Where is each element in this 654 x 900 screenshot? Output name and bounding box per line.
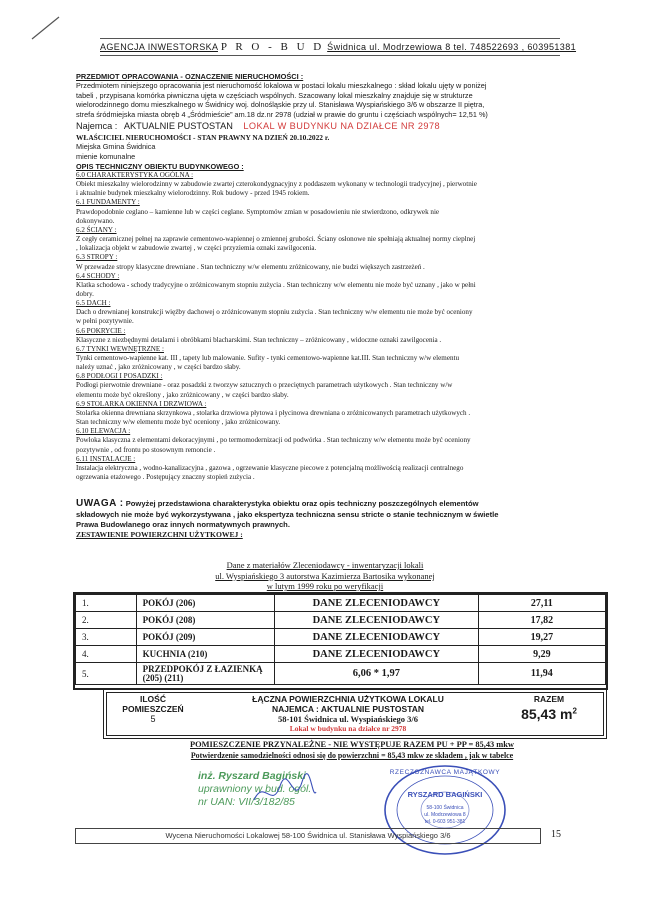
section-text: pozytywnie , od frontu po stosownym remoncie . <box>76 445 216 454</box>
stamp-detail: 58-100 Świdnica <box>426 805 464 811</box>
section-text: w pełni pozytywnie. <box>76 317 134 326</box>
room-number: 4. <box>76 646 137 663</box>
section-text: dokonywano. <box>76 216 115 225</box>
tenant-row <box>76 121 576 132</box>
intro-heading: PRZEDMIOT OPRACOWANIA - OZNACZENIE NIERUCHOMOŚCI : <box>76 72 304 81</box>
section-text: Klasyczne z niezbędnymi detalami i obróbkami blacharskimi. Stan techniczny – zróżnicowany , widoczne oznaki zawilgocenia . <box>76 335 442 344</box>
page-number: 15 <box>551 829 561 840</box>
room-number: 2. <box>76 612 137 629</box>
page-footer: Wycena Nieruchomości Lokalowej 58-100 Świdnica ul. Stanisława Wyspiańskiego 3/6 <box>75 828 541 844</box>
table-caption <box>170 560 480 592</box>
section-heading: 6.2 ŚCIANY : <box>76 225 117 234</box>
section-text: Z cegły ceramicznej pełnej na zaprawie cementowo-wapiennej o zmiennej grubości. Ściany osłonowe nie spełniają aktualnej normy cieplnej <box>76 235 476 244</box>
room-name: KUCHNIA (210) <box>136 646 274 663</box>
stamp-title: RZECZOZNAWCA MAJĄTKOWY <box>389 769 501 776</box>
total-unit: m <box>560 706 573 722</box>
area-heading: ZESTAWIENIE POWIERZCHNI UŻYTKOWEJ : <box>76 530 243 539</box>
section-text: ogrzewania etażowego . Postępujący znaczny stopień zużycia . <box>76 472 255 481</box>
total-number: 85,43 <box>521 706 557 722</box>
room-area: 27,11 <box>478 595 605 612</box>
room-count-label: POMIESZCZEŃ <box>122 704 184 714</box>
agency-address: Świdnica ul. Modrzewiowa 8 tel. 748522693 , 603951381 <box>327 42 577 52</box>
agency-name: AGENCJA INWESTORSKA <box>100 42 218 52</box>
section-heading: 6.9 STOLARKA OKIENNA I DRZWIOWA : <box>76 399 207 408</box>
section-heading: 6.10 ELEWACJA : <box>76 427 131 436</box>
room-count-value: 5 <box>150 714 156 724</box>
section-heading: 6.8 PODŁOGI I POSADZKI : <box>76 372 163 381</box>
note-line-1: POMIESZCZENIE PRZYNALEŻNE - NIE WYSTĘPUJE RAZEM PU + PP = 85,43 mkw <box>190 740 514 749</box>
caption-line: Dane z materiałów Zleceniodawcy - inwentaryzacji lokali <box>226 560 424 570</box>
room-source: DANE ZLECENIODAWCY <box>274 595 478 612</box>
section-heading: 6.1 FUNDAMENTY : <box>76 198 140 207</box>
note-line-2: Potwierdzenie samodzielności odnosi się do powierzchni = 85,43 mkw ze składem , jak w tabelce <box>190 751 514 760</box>
intro-line: tabeli , przypisana komórka piwniczna ujęta w częściach wspólnych. Szacowany lokal mieszkalny znajduje się w strukturze <box>76 90 473 100</box>
signature-line: uprawniony w bud. ogól. <box>198 783 312 795</box>
section-text: Prawdopodobnie ceglano – kamienne lub w części ceglane. Symptomów zmian w posadowieniu nie stwierdzono, odkrywek nie <box>76 207 440 216</box>
handwritten-signature <box>250 770 320 818</box>
room-number: 3. <box>76 629 137 646</box>
stamp-detail: tel. 0-603 951-381 <box>424 819 466 825</box>
section-text: W przewadze stropy klasyczne drewniane . Stan techniczny w/w elementu zróżnicowany, nie budzi większych zastrzeżeń . <box>76 262 425 271</box>
section-text: dobry. <box>76 289 94 298</box>
section-text: Powłoka klasyczna z elementami dekoracyjnymi , po termomodernizacji od podwórka . Stan techniczny w/w elementu może być oceniony <box>76 436 471 445</box>
warning-line: Prawa Budowlanego oraz innych normatywnych prawnych. <box>76 520 290 529</box>
section-text: Tynki cementowo-wapienne kat. III , tapety lub malowanie. Sufity - tynki cementowo-wapienne kat.III. Stan techniczny w/w elementu <box>76 354 460 362</box>
section-text: należy uznać , jako zróżnicowany , w części bardzo słaby. <box>76 363 241 372</box>
intro-line: strefa śródmiejska miasta obręb 4 „Śródmieście” am.18 dz.nr 2978 (udział w prawie do gruntu i częściach wspólnych= 12,51 %) <box>76 109 488 119</box>
signature-line: nr UAN: VII/3/182/85 <box>198 796 295 808</box>
intro-line: Przedmiotem niniejszego opracowania jest nieruchomość lokalowa w postaci lokalu mieszkalnego : skład lokalu ujęty w poniżej <box>76 81 487 90</box>
room-count-label: ILOŚĆ <box>140 694 166 704</box>
table-row <box>76 612 606 629</box>
room-source: 6,06 * 1,97 <box>274 663 478 685</box>
room-number: 1. <box>76 595 137 612</box>
summary-address: 58-101 Świdnica ul. Wyspiańskiego 3/6 <box>277 714 419 724</box>
section-heading: 6.11 INSTALACJE : <box>76 454 136 463</box>
warning-line: składowych nie może być wykorzystywana , jako ekspertyza techniczna sensu stricte o stanie technicznym w świetle <box>76 510 499 519</box>
section-heading: 6.4 SCHODY : <box>76 271 120 280</box>
room-name: POKÓJ (208) <box>136 612 274 629</box>
section-text: Podłogi pierwotnie drewniane - oraz posadzki z tworzyw sztucznych o przeciętnych parametrach użytkowych . Stan techniczny w/w <box>76 381 453 390</box>
section-text: Klatka schodowa - schody tradycyjne o zróżnicowanym stopniu zużycia . Stan techniczny w/w elementu nie może być uznany , jako w pełni <box>76 280 476 289</box>
caption-line: ul. Wyspiańskiego 3 autorstwa Kazimierza Bartosika wykonanej <box>215 570 435 581</box>
caption-line: w lutym 1999 roku po weryfikacji <box>266 581 384 591</box>
section-heading: 6.3 STROPY : <box>76 253 118 262</box>
intro-line: wielorodzinnego domu mieszkalnego w Świdnicy woj. dolnośląskie przy ul. Stanisława Wyspiańskiego 3/6 w obszarze II piętra, <box>76 100 485 109</box>
room-area: 17,82 <box>478 612 605 629</box>
summary-plot: Lokal w budynku na działce nr 2978 <box>289 724 407 733</box>
summary-tenant: NAJEMCA : AKTUALNIE PUSTOSTAN <box>271 704 425 714</box>
room-name: PRZEDPOKÓJ Z ŁAZIENKĄ (205) (211) <box>136 663 274 685</box>
pen-stroke-mark <box>30 14 62 42</box>
owner-line: mienie komunalne <box>76 151 136 161</box>
room-source: DANE ZLECENIODAWCY <box>274 629 478 646</box>
room-area: 11,94 <box>478 663 605 685</box>
total-unit-exp: 2 <box>572 706 577 716</box>
tenant-value: AKTUALNIE PUSTOSTAN <box>123 121 233 131</box>
section-heading: 6.5 DACH : <box>76 299 111 308</box>
rooms-table-frame <box>73 592 608 690</box>
room-source: DANE ZLECENIODAWCY <box>274 612 478 629</box>
section-text: Instalacja elektryczna , wodno-kanalizacyjna , gazowa , ogrzewanie klasyczne piecowe z potencjalną możliwością realizacji centralnego <box>76 463 464 472</box>
table-row <box>76 646 606 663</box>
tenant-note: LOKAL W BUDYNKU NA DZIAŁCE NR 2978 <box>243 121 440 131</box>
stamp-name: RYSZARD BAGIŃSKI <box>407 790 483 799</box>
room-number: 5. <box>76 663 137 685</box>
section-text: Stan techniczny w/w elementu może być oceniony , jako zróżnicowany. <box>76 418 281 427</box>
table-row <box>76 663 606 685</box>
total-label: RAZEM <box>533 694 565 704</box>
table-row <box>76 595 606 612</box>
section-text: Obiekt mieszkalny wielorodzinny w zabudowie zwartej czterokondygnacyjny z poddaszem wykonany w technologii tradycyjnej , pierwotnie <box>76 180 477 189</box>
room-area: 9,29 <box>478 646 605 663</box>
room-area: 19,27 <box>478 629 605 646</box>
warning-block <box>76 499 576 508</box>
warning-line: Powyżej przedstawiona charakterystyka obiektu oraz opis techniczny poszczególnych elementów <box>125 499 479 508</box>
table-row <box>76 629 606 646</box>
rooms-table <box>75 594 606 685</box>
section-text: i aktualnie budynek mieszkalny wielorodzinny. Rok budowy - przed 1945 rokiem. <box>76 189 310 198</box>
summary-total-block <box>500 694 598 722</box>
room-name: POKÓJ (209) <box>136 629 274 646</box>
summary-title-block <box>200 694 496 734</box>
room-count-block <box>112 694 194 724</box>
section-text: Dach o drewnianej konstrukcji więźby dachowej o zróżnicowanym stopniu zużycia . Stan techniczny w/w elementu nie może być oceniony <box>76 308 473 317</box>
stamp-details <box>404 805 486 826</box>
agency-brand: P R O - B U D <box>220 41 325 53</box>
section-text: Stolarka okienna drewniana skrzynkowa , stolarka drzwiowa płytowa i płycinowa drewniana o zróżnicowanych parametrach użytkowych . <box>76 408 471 417</box>
summary-box <box>103 689 607 739</box>
tenant-label: Najemca : <box>76 121 118 131</box>
agency-header <box>100 38 577 56</box>
room-name: POKÓJ (206) <box>136 595 274 612</box>
room-source: DANE ZLECENIODAWCY <box>274 646 478 663</box>
section-text: elementu może być określony , jako zróżnicowany , w części bardzo słaby. <box>76 390 289 399</box>
owner-line: Miejska Gmina Świdnica <box>76 142 156 151</box>
signature-name: inż. Ryszard Bagiński <box>198 770 306 782</box>
stamp-detail: ul. Modrzewiowa 8 <box>424 812 466 818</box>
summary-title: ŁĄCZNA POWIERZCHNIA UŻYTKOWA LOKALU <box>252 694 444 704</box>
section-text: , lokalizacja objekt w zabudowie zwartej , w części przyziemia oznaki zawilgocenia. <box>76 244 317 253</box>
section-heading: 6.6 POKRYCIE : <box>76 326 126 335</box>
section-heading: 6.7 TYNKI WEWNĘTRZNE : <box>76 344 164 353</box>
section-heading: 6.0 CHARAKTERYSTYKA OGÓLNA : <box>76 171 194 179</box>
technical-heading: OPIS TECHNICZNY OBIEKTU BUDYNKOWEGO : <box>76 162 244 171</box>
total-value <box>500 706 598 722</box>
owner-heading: WŁAŚCICIEL NIERUCHOMOŚCI - STAN PRAWNY NA DZIEŃ 20.10.2022 r. <box>76 133 330 142</box>
warning-label: UWAGA : <box>76 498 124 509</box>
